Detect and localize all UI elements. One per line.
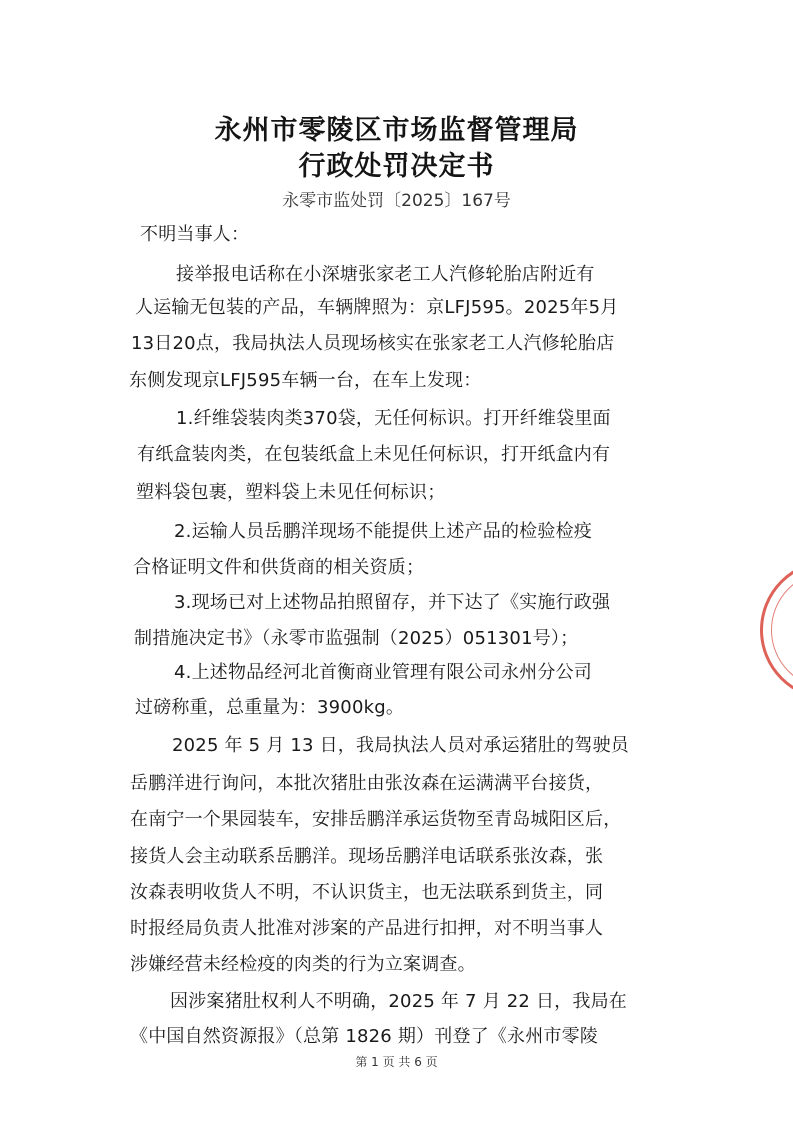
- body-line: 时报经局负责人批准对涉案的产品进行扣押，对不明当事人: [130, 918, 604, 939]
- body-line: 合格证明文件和供货商的相关资质；: [133, 557, 425, 578]
- page-number: 第 1 页 共 6 页: [355, 1055, 438, 1069]
- body-line: 3.现场已对上述物品拍照留存，并下达了《实施行政强: [174, 592, 611, 613]
- body-line: 2025 年 5 月 13 日，我局执法人员对承运猪肚的驾驶员: [172, 735, 629, 756]
- body-line: 在南宁一个果园装车，安排岳鹏洋承运货物至青岛城阳区后，: [130, 809, 622, 830]
- body-line: 人运输无包装的产品，车辆牌照为：京LFJ595。2025年5月: [135, 297, 619, 318]
- body-line: 2.运输人员岳鹏洋现场不能提供上述产品的检验检疫: [174, 521, 592, 542]
- body-line: 东侧发现京LFJ595车辆一台，在车上发现：: [129, 370, 482, 391]
- body-line: 接举报电话称在小深塘张家老工人汽修轮胎店附近有: [176, 264, 595, 285]
- body-line: 汝森表明收货人不明，不认识货主，也无法联系到货主，同: [130, 882, 604, 903]
- body-line: 有纸盒装肉类，在包装纸盒上未见任何标识，打开纸盒内有: [137, 444, 611, 465]
- body-line: 岳鹏洋进行询问，本批次猪肚由张汝森在运满满平台接货，: [130, 773, 604, 794]
- document-number: 永零市监处罚〔2025〕167号: [282, 191, 511, 211]
- body-line: 《中国自然资源报》（总第 1826 期）刊登了《永州市零陵: [130, 1026, 599, 1047]
- body-line: 过磅称重，总重量为：3900kg。: [135, 697, 405, 718]
- body-line: 涉嫌经营未经检疫的肉类的行为立案调查。: [130, 954, 476, 975]
- body-line: 制措施决定书》（永零市监强制（2025）051301号）；: [134, 628, 579, 649]
- body-line: 因涉案猪肚权利人不明确，2025 年 7 月 22 日，我局在: [170, 991, 627, 1012]
- official-seal-stamp: [760, 560, 793, 700]
- document-title-line-1: 永州市零陵区市场监督管理局: [214, 115, 579, 146]
- document-title-line-2: 行政处罚决定书: [298, 151, 495, 182]
- body-line: 接货人会主动联系岳鹏洋。现场岳鹏洋电话联系张汝森，张: [130, 846, 604, 867]
- body-line: 4.上述物品经河北首衡商业管理有限公司永州分公司: [174, 662, 592, 683]
- body-line: 不明当事人：: [140, 224, 250, 245]
- body-line: 13日20点，我局执法人员现场核实在张家老工人汽修轮胎店: [131, 333, 615, 354]
- body-line: 1.纤维袋装肉类370袋，无任何标识。打开纤维袋里面: [176, 408, 611, 429]
- official-seal-inner-ring: [771, 571, 793, 689]
- body-line: 塑料袋包裹，塑料袋上未见任何标识；: [136, 482, 446, 503]
